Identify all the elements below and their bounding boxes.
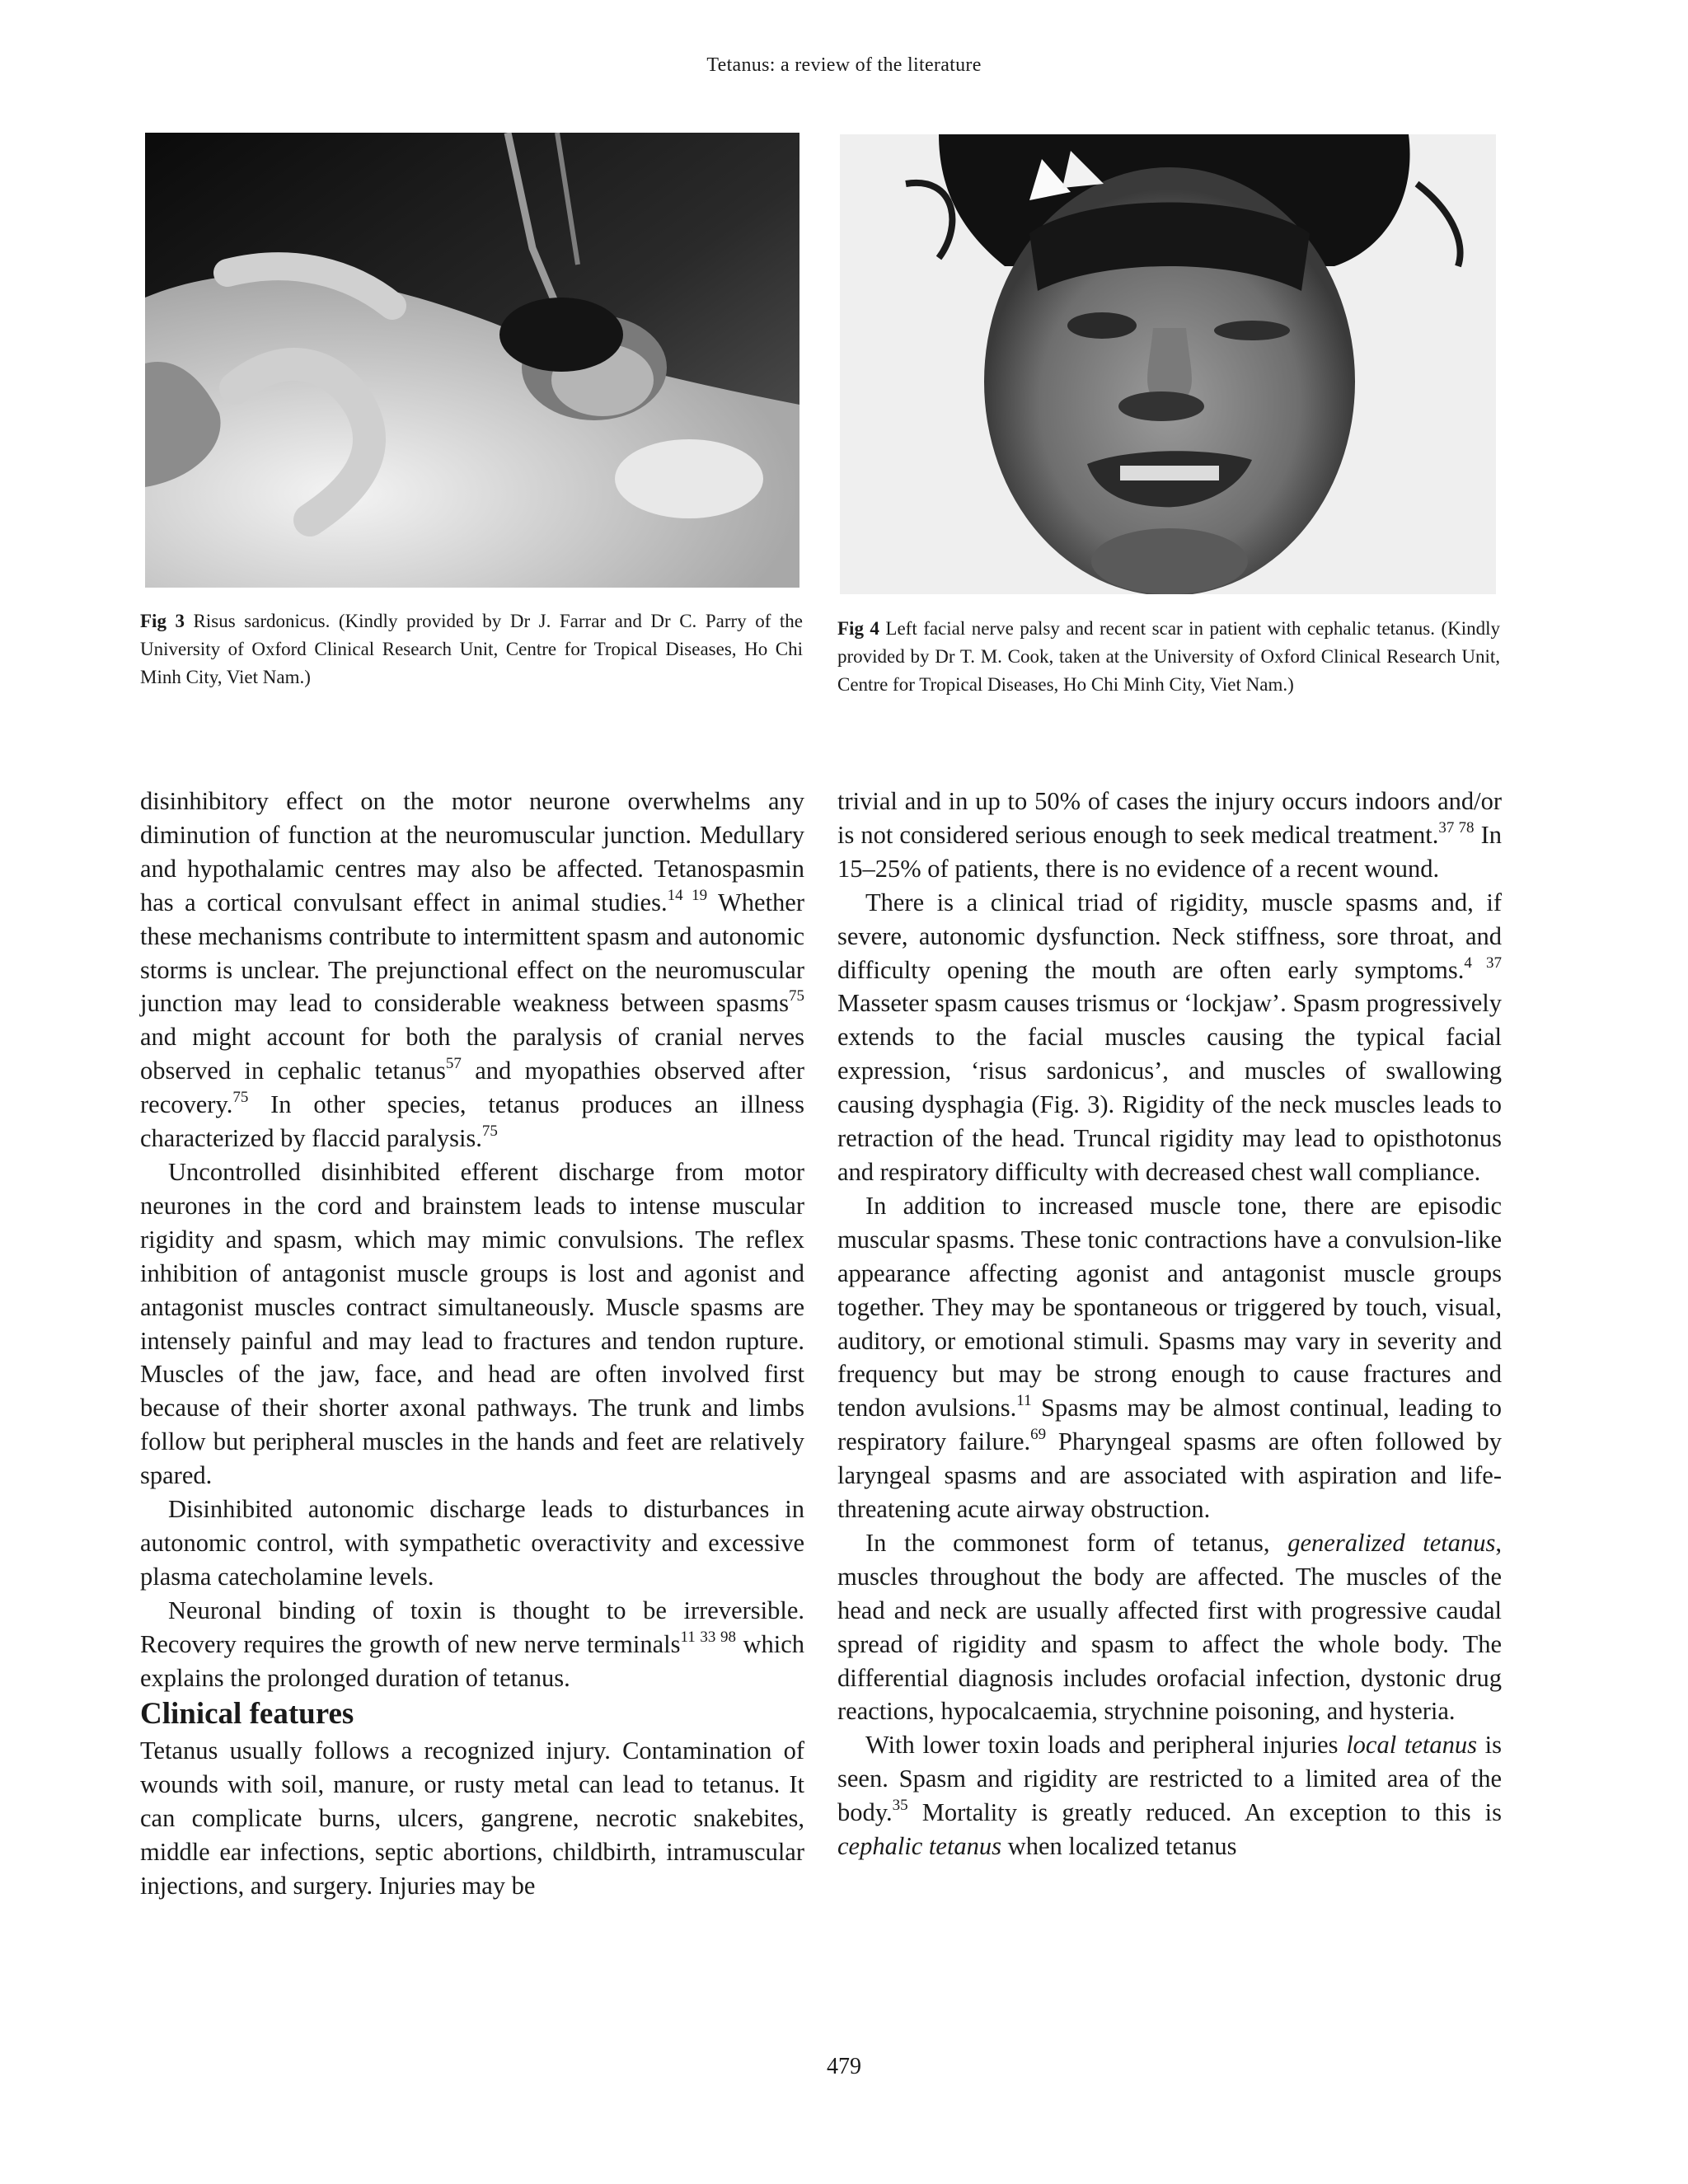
citation: 11 33 98	[680, 1628, 736, 1646]
running-head: Tetanus: a review of the literature	[706, 54, 982, 76]
citation: 14 19	[667, 886, 708, 904]
figure-3-photo	[145, 133, 799, 588]
left-paragraph-3: Disinhibited autonomic discharge leads to disturbances in autonomic control, with sympathetic overactivity and excessive plasma catecholamine levels.	[140, 1495, 804, 1591]
section-heading-clinical-features: Clinical features	[140, 1697, 354, 1732]
right-paragraph-5: With lower toxin loads and peripheral injuries local tetanus is seen. Spasm and rigidity are restricted to a limited area of the body.$^{35}$ Mortality is greatly reduced. An exception to this is cephalic tetanus when localized tetanus	[837, 1731, 1503, 1861]
citation: 37 78	[1438, 818, 1475, 837]
citation: 4 37	[1464, 954, 1503, 972]
right-paragraph-1: trivial and in up to 50% of cases the injury occurs indoors and/or is not considered serious enough to seek medical treatment.$^{37 78}$ In 15–25% of patients, there is no evidence of a recent wound.	[837, 787, 1502, 883]
term-cephalic-tetanus: cephalic tetanus	[837, 1832, 1002, 1861]
left-column	[140, 785, 804, 1903]
citation: 11	[1016, 1392, 1032, 1410]
figure-3-label: Fig 3	[140, 611, 185, 631]
citation: 69	[1030, 1426, 1047, 1444]
citation: 75	[232, 1089, 249, 1107]
right-column	[837, 785, 1502, 1863]
right-paragraph-4: In the commonest form of tetanus, generalized tetanus, muscles throughout the body are affected. The muscles of the head and neck are usually affected first with progressive caudal spread of rigidity and spasm to affect the whole body. The differential diagnosis includes orofacial infection, dystonic drug reactions, hypocalcaemia, strychnine poisoning, and hysteria.	[837, 1528, 1503, 1726]
figure-3-caption	[140, 607, 803, 691]
figure-4-label: Fig 4	[837, 618, 879, 639]
figure-4-caption-text: Left facial nerve palsy and recent scar in patient with cephalic tetanus. (Kindly provided by Dr T. M. Cook, taken at the University of Oxford Clinical Research Unit, Centre for Tropical Diseases, Ho Chi Minh City, Viet Nam.)	[837, 618, 1500, 695]
figure-4-photo	[840, 134, 1496, 594]
left-paragraph-1: disinhibitory effect on the motor neurone overwhelms any diminution of function at the neuromuscular junction. Medullary and hypothalamic centres may also be affected. Tetanospasmin has a cortical convulsant effect in animal studies.$^{14 19}$ Whether these mechanisms contribute to intermittent spasm and autonomic storms is unclear. The prejunctional effect on the neuromuscular junction may lead to considerable weakness between spasms$^{75}$ and might account for both the paralysis of cranial nerves observed in cephalic tetanus$^{57}$ and myopathies observed after recovery.$^{75}$ In other species, tetanus produces an illness characterized by flaccid paralysis.$^{75}$	[140, 787, 804, 1153]
term-generalized-tetanus: generalized tetanus	[1287, 1528, 1496, 1557]
page-number: 479	[827, 2054, 861, 2079]
citation: 75	[789, 987, 804, 1005]
citation: 35	[892, 1797, 908, 1815]
left-paragraph-2: Uncontrolled disinhibited efferent discharge from motor neurones in the cord and brainstem leads to intense muscular rigidity and spasm, which may mimic convulsions. The reflex inhibition of antagonist muscle groups is lost and agonist and antagonist muscles contract simultaneously. Muscle spasms are intensely painful and may lead to fractures and tendon rupture. Muscles of the jaw, face, and head are often involved first because of their shorter axonal pathways. The trunk and limbs follow but peripheral muscles in the hands and feet are relatively spared.	[140, 1157, 804, 1490]
left-paragraph-5: Tetanus usually follows a recognized injury. Contamination of wounds with soil, manure, or rusty metal can lead to tetanus. It can complicate burns, ulcers, gangrene, necrotic snakebites, middle ear infections, septic abortions, childbirth, intramuscular injections, and surgery. Injuries may be	[140, 1736, 804, 1900]
term-local-tetanus: local tetanus	[1346, 1731, 1477, 1760]
right-paragraph-3: In addition to increased muscle tone, there are episodic muscular spasms. These tonic contractions have a convulsion-like appearance affecting agonist and antagonist muscle groups together. They may be spontaneous or triggered by touch, visual, auditory, or emotional stimuli. Spasms may vary in severity and frequency but may be strong enough to cause fractures and tendon avulsions.$^{11}$ Spasms may be almost continual, leading to respiratory failure.$^{69}$ Pharyngeal spasms are often followed by laryngeal spasms and are associated with aspiration and life-threatening acute airway obstruction.	[837, 1191, 1502, 1524]
right-paragraph-2: There is a clinical triad of rigidity, muscle spasms and, if severe, autonomic dysfunction. Neck stiffness, sore throat, and difficulty opening the mouth are often early symptoms.$^{4 37}$ Masseter spasm causes trismus or ‘lockjaw’. Spasm progressively extends to the facial muscles causing the typical facial expression, ‘risus sardonicus’, and muscles of swallowing causing dysphagia (Fig. 3). Rigidity of the neck muscles leads to retraction of the head. Truncal rigidity may lead to opisthotonus and respiratory difficulty with decreased chest wall compliance.	[837, 888, 1503, 1186]
figure-3-caption-text: Risus sardonicus. (Kindly provided by Dr J. Farrar and Dr C. Parry of the University of Oxford Clinical Research Unit, Centre for Tropical Diseases, Ho Chi Minh City, Viet Nam.)	[140, 611, 804, 687]
citation: 57	[445, 1055, 462, 1073]
citation: 75	[481, 1122, 498, 1141]
figure-4-caption	[837, 615, 1500, 699]
left-paragraph-4: Neuronal binding of toxin is thought to be irreversible. Recovery requires the growth of new nerve terminals$^{11 33 98}$ which explains the prolonged duration of tetanus.	[140, 1596, 804, 1692]
